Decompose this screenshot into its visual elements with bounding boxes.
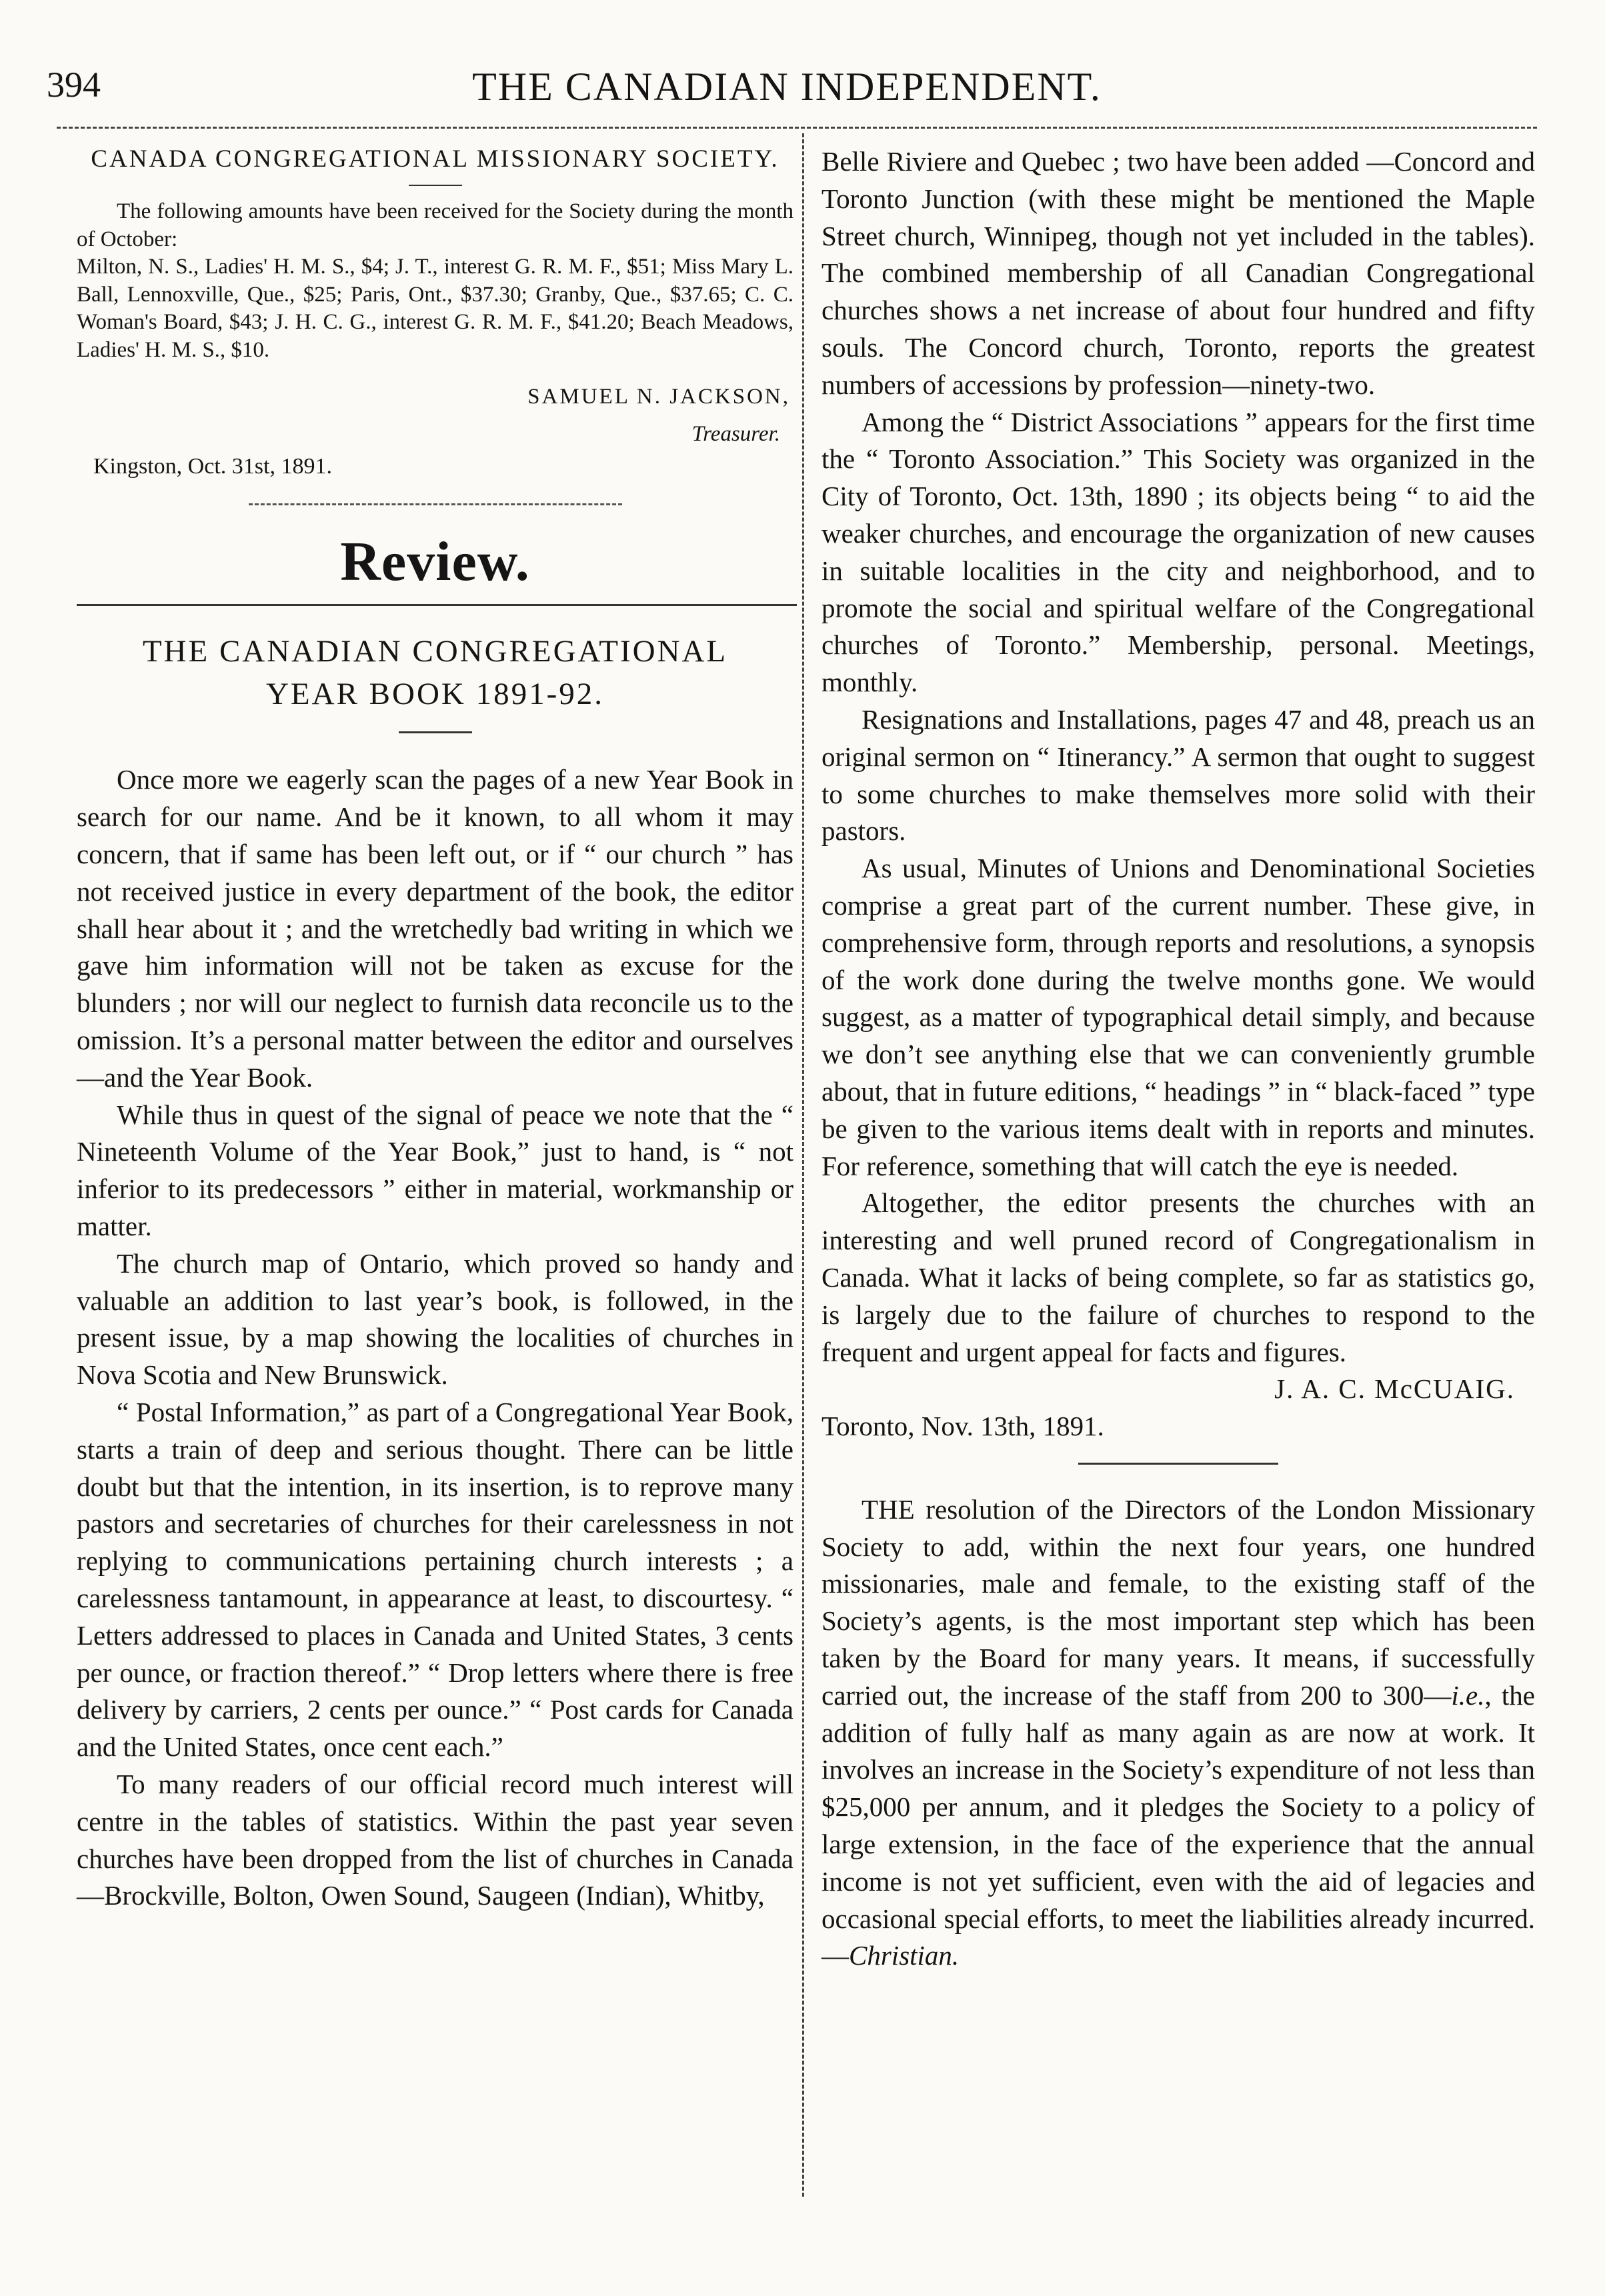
page-header [40, 64, 1534, 117]
paragraph: While thus in quest of the signal of peace we note that the “ Nineteenth Volume of the Year Book,” just to hand, is “ not inferior to its predecessors ” either in material, workmanship or matter. [77, 1099, 793, 1241]
divider [409, 185, 462, 186]
missionary-amounts: Milton, N. S., Ladies' H. M. S., $4; J. T., interest G. R. M. F., $51; Miss Mary L. Ball, Lennoxville, Que., $25; Paris, Ont., $37.30; Granby, Que., $37.65; C. C. Woman's Board, $43; J. H. C. G., interest G. R. M. F., $41.20; Beach Meadows, Ladies' H. M. S., $10. [77, 255, 793, 362]
divider [249, 503, 622, 505]
ie-abbrev: i.e. [1451, 1679, 1485, 1711]
review-dateline: Toronto, Nov. 13th, 1891. [822, 1411, 1104, 1442]
first-word: THE [862, 1493, 915, 1525]
source-credit: Christian. [849, 1940, 960, 1971]
paragraph: Once more we eagerly scan the pages of a new Year Book in search for our name. And be it known, to all whom it may concern, that if same has been left out, or if “ our church ” has not received justice in every department of the book, the editor shall hear about it ; and the wretchedly bad writing in which we gave him information will not be taken as excuse for the blunders ; nor will our neglect to furnish data reconcile us to the omission. It’s a personal matter between the editor and ourselves—and the Year Book. [77, 764, 793, 1093]
paragraph: As usual, Minutes of Unions and Denominational Societies comprise a great part of the current number. These give, in comprehensive form, through reports and resolutions, a synopsis of the work done during the twelve months gone. We would suggest, as a matter of typographical detail simply, and because we don’t see anything else that we can conveniently grumble about, that in future editions, “ headings ” in “ black-faced ” type be given to the various items dealt with in reports and minutes. For reference, something that will catch the eye is needed. [822, 853, 1535, 1181]
divider [399, 731, 472, 733]
missionary-dateline: Kingston, Oct. 31st, 1891. [93, 453, 332, 479]
paragraph: The church map of Ontario, which proved so handy and valuable an addition to last year’s book, is followed, in the present issue, by a map showing the localities of churches in Nova Scotia and New Brunswick. [77, 1247, 793, 1391]
column-divider [802, 133, 804, 2197]
london-body-2: , the addition of fully half as many again as are now at work. It involves an increase in the Society’s expenditure of not less than $25,000 per annum, and it pledges the Society to a policy of large extension, in the face of the experience that the annual income is not yet sufficient, even with the aid of legacies and occasional special efforts, to meet the liabilities already incurred.— [822, 1679, 1535, 1971]
yearbook-heading-line1: THE CANADIAN CONGREGATIONAL [142, 634, 728, 669]
page-number: 394 [47, 65, 101, 105]
right-column [822, 143, 1535, 1975]
treasurer-role: Treasurer. [691, 421, 780, 446]
header-rule [57, 127, 1537, 129]
divider [77, 604, 797, 606]
reviewer-signature: J. A. C. McCUAIG. [1274, 1373, 1515, 1405]
divider [1078, 1463, 1278, 1465]
paragraph: “ Postal Information,” as part of a Congregational Year Book, starts a train of deep and serious thought. There can be little doubt but that the intention, in its insertion, is to reprove many pastors and secretaries of churches for their carelessness in not replying to communications pertaining church interests ; a carelessness tantamount, in appearance at least, to discourtesy. “ Letters addressed to places in Canada and United States, 3 cents per ounce, or fraction thereof.” “ Drop letters where there is free delivery by carriers, 2 cents per ounce.” “ Post cards for Canada and the United States, once cent each.” [77, 1396, 793, 1763]
paragraph: To many readers of our official record much interest will centre in the tables of statistics. Within the past year seven churches have been dropped from the list of churches in Canada—Brockville, Bolton, Owen Sound, Saugeen (Indian), Whitby, [77, 1768, 793, 1911]
paragraph: Altogether, the editor presents the churches with an interesting and well pruned record of Congregationalism in Canada. What it lacks of being complete, so far as statistics go, is largely due to the failure of churches to respond to the frequent and urgent appeal for facts and figures. [822, 1187, 1535, 1367]
treasurer-signature: SAMUEL N. JACKSON, [527, 385, 790, 409]
london-body: resolution of the Directors of the London Missionary Society to add, within the next four years, one hundred missionaries, male and female, to the existing staff of the Society’s agents, is the most important step which has been taken by the Board for many years. It means, if successfully carried out, the increase of the staff from 200 to 300— [822, 1493, 1535, 1711]
london-paragraph [822, 1491, 1535, 1975]
review-heading: Review. [340, 531, 530, 593]
paragraph: Resignations and Installations, pages 47 and 48, preach us an original sermon on “ Itinerancy.” A sermon that ought to suggest to some churches to make themselves more solid with their pastors. [822, 703, 1535, 847]
missionary-heading: CANADA CONGREGATIONAL MISSIONARY SOCIETY. [91, 145, 779, 173]
yearbook-heading-line2: YEAR BOOK 1891-92. [265, 677, 605, 712]
running-title: THE CANADIAN INDEPENDENT. [472, 65, 1102, 109]
missionary-intro: The following amounts have been received for the Society during the month of October: [77, 199, 793, 251]
left-column [77, 143, 793, 1915]
paragraph: Among the “ District Associations ” appears for the first time the “ Toronto Association.” This Society was organized in the City of Toronto, Oct. 13th, 1890 ; its objects being “ to aid the weaker churches, and encourage the organization of new causes in suitable localities in the city and neighborhood, and to promote the social and spiritual welfare of the Congregational churches of Toronto.” Membership, personal. Meetings, monthly. [822, 406, 1535, 698]
paragraph: Belle Riviere and Quebec ; two have been added —Concord and Toronto Junction (with these might be mentioned the Maple Street church, Winnipeg, though not yet included in the tables). The combined membership of all Canadian Congregational churches shows a net increase of about four hundred and fifty souls. The Concord church, Toronto, reports the greatest numbers of accessions by profession—ninety-two. [822, 146, 1535, 400]
